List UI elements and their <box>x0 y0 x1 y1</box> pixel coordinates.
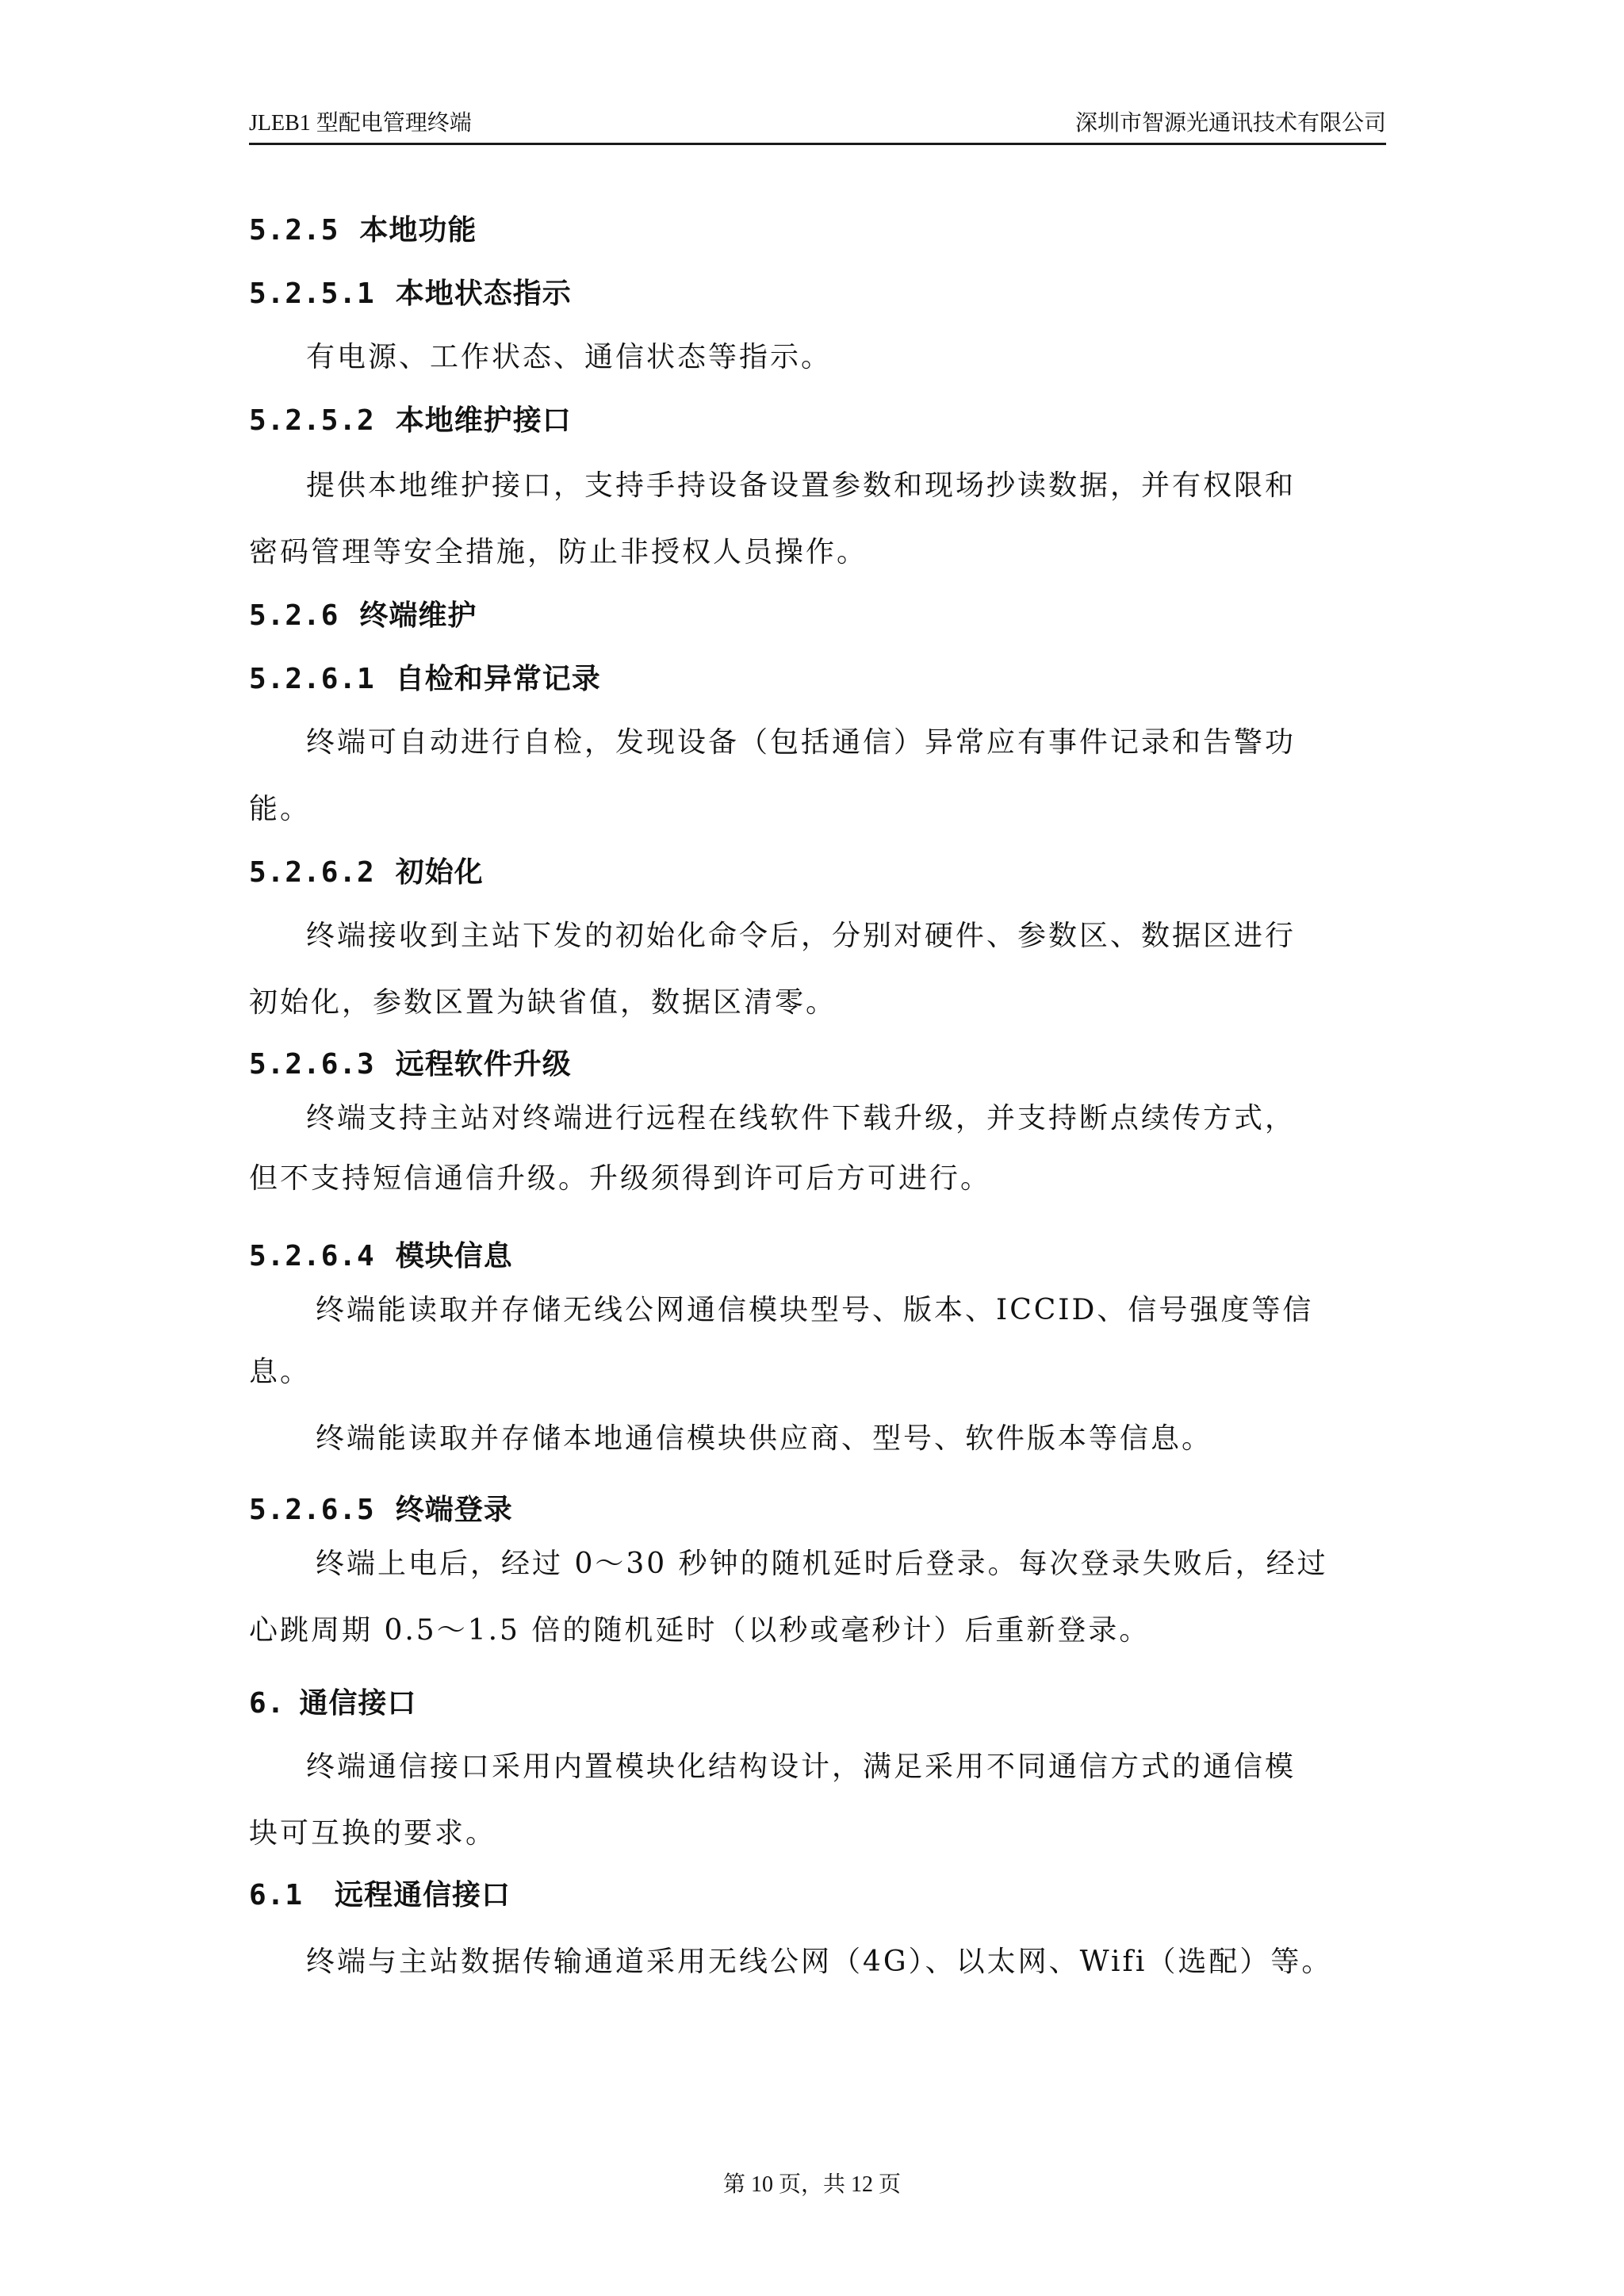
section-number: 5.2.5.1 <box>249 277 375 310</box>
paragraph-line: 终端可自动进行自检，发现设备（包括通信）异常应有事件记录和告警功 <box>306 726 1297 759</box>
heading-5-2-6 <box>249 596 1391 636</box>
heading-6-1 <box>249 1876 1391 1915</box>
section-number: 5.2.6.4 <box>249 1240 375 1272</box>
section-title: 远程软件升级 <box>395 1048 572 1081</box>
paragraph-line: 终端能读取并存储本地通信模块供应商、型号、软件版本等信息。 <box>316 1422 1213 1455</box>
heading-5-2-5 <box>249 211 1391 251</box>
heading-5-2-6-4 <box>249 1237 1391 1276</box>
paragraph-line: 终端支持主站对终端进行远程在线软件下载升级，并支持断点续传方式， <box>306 1102 1297 1135</box>
paragraph-line: 密码管理等安全措施，防止非授权人员操作。 <box>249 536 868 568</box>
paragraph-line: 能。 <box>249 793 312 825</box>
section-title: 自检和异常记录 <box>395 663 601 695</box>
section-title: 模块信息 <box>395 1240 513 1272</box>
paragraph-line: 息。 <box>249 1356 312 1388</box>
section-number: 5.2.5.2 <box>249 404 375 437</box>
section-title: 本地功能 <box>359 214 477 247</box>
section-title: 终端登录 <box>395 1494 513 1526</box>
paragraph-line: 初始化，参数区置为缺省值，数据区清零。 <box>249 986 837 1019</box>
paragraph-line: 终端接收到主站下发的初始化命令后，分别对硬件、参数区、数据区进行 <box>306 920 1297 952</box>
paragraph-line: 终端通信接口采用内置模块化结构设计，满足采用不同通信方式的通信模 <box>306 1751 1297 1783</box>
section-number: 5.2.6.3 <box>249 1048 375 1081</box>
section-title: 远程通信接口 <box>335 1879 511 1911</box>
section-number: 6. <box>249 1687 285 1720</box>
section-number: 5.2.5 <box>249 214 339 247</box>
heading-5-2-6-3 <box>249 1045 1391 1085</box>
section-title: 初始化 <box>395 856 484 889</box>
page-header <box>249 108 1386 145</box>
heading-5-2-5-1 <box>249 274 1391 314</box>
heading-5-2-5-2 <box>249 401 1391 441</box>
paragraph-line: 但不支持短信通信升级。升级须得到许可后方可进行。 <box>249 1162 992 1195</box>
section-title: 本地维护接口 <box>395 404 572 437</box>
section-number: 5.2.6 <box>249 599 339 632</box>
header-company-name: 深圳市智源光通讯技术有限公司 <box>1074 111 1386 136</box>
paragraph-line: 块可互换的要求。 <box>249 1817 497 1850</box>
header-product-name: JLEB1 型配电管理终端 <box>249 111 472 136</box>
section-number: 5.2.6.1 <box>249 663 375 695</box>
paragraph-line: 终端与主站数据传输通道采用无线公网（4G）、以太网、Wifi（选配）等。 <box>306 1946 1333 1978</box>
paragraph-line: 心跳周期 0.5～1.5 倍的随机延时（以秒或毫秒计）后重新登录。 <box>249 1614 1151 1647</box>
heading-5-2-6-2 <box>249 853 1391 893</box>
section-number: 5.2.6.2 <box>249 856 375 889</box>
heading-5-2-6-1 <box>249 660 1391 699</box>
section-title: 本地状态指示 <box>395 277 572 310</box>
paragraph: 有电源、工作状态、通信状态等指示。 <box>306 341 833 373</box>
section-number: 6.1 <box>249 1879 304 1911</box>
paragraph-line: 提供本地维护接口，支持手持设备设置参数和现场抄读数据，并有权限和 <box>306 469 1297 502</box>
page-footer: 第 10 页，共 12 页 <box>722 2172 901 2197</box>
paragraph-line: 终端上电后，经过 0～30 秒钟的随机延时后登录。每次登录失败后，经过 <box>316 1548 1328 1580</box>
heading-5-2-6-5 <box>249 1490 1391 1530</box>
section-title: 终端维护 <box>359 599 477 632</box>
paragraph-line: 终端能读取并存储无线公网通信模块型号、版本、ICCID、信号强度等信 <box>316 1294 1314 1326</box>
section-number: 5.2.6.5 <box>249 1494 375 1526</box>
heading-6 <box>249 1684 1391 1724</box>
section-title: 通信接口 <box>299 1687 417 1720</box>
